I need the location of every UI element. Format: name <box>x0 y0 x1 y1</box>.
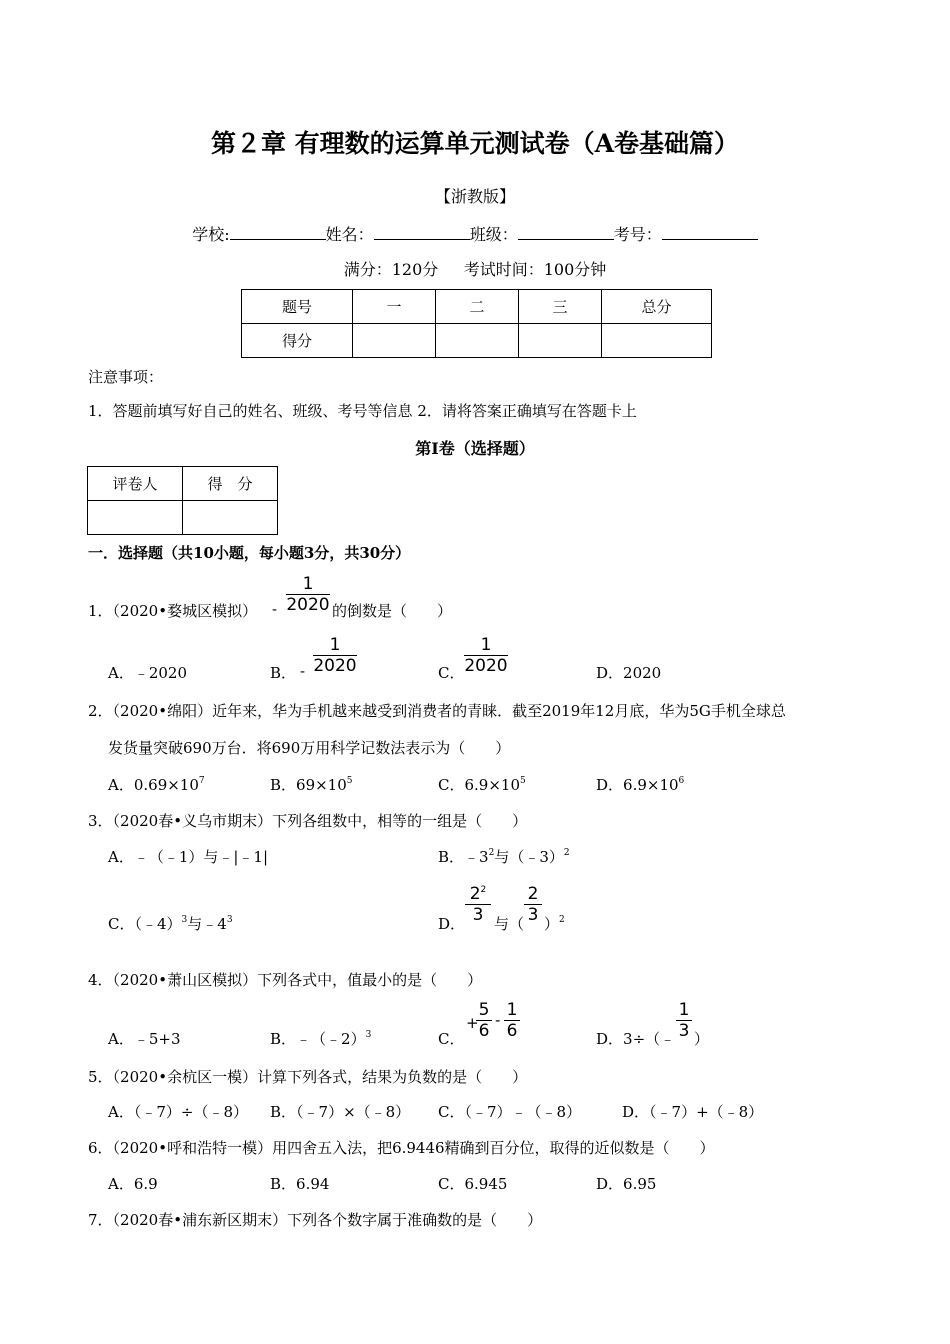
exam-no-label: 考号： <box>613 225 662 244</box>
school-blank[interactable] <box>230 225 326 240</box>
score-header-two: 二 <box>436 290 519 324</box>
q1-b-num: 1 <box>329 635 341 655</box>
page-title: 第２章 有理数的运算单元测试卷（A卷基础篇） <box>210 129 740 158</box>
exam-no-blank[interactable] <box>662 225 758 240</box>
q3-d-den2: 3 <box>524 904 542 925</box>
score-cell[interactable] <box>519 324 602 358</box>
q4-d-fraction <box>676 1000 692 1041</box>
score-header-three: 三 <box>519 290 602 324</box>
q1-c-num: 1 <box>480 635 492 655</box>
part-title: 一．选择题（共10小题，每小题3分，共30分） <box>88 544 411 562</box>
school-label: 学校: <box>192 225 230 244</box>
score-table <box>241 289 712 358</box>
q4-c-den1: 6 <box>476 1020 492 1041</box>
notes-text: 1．答题前填写好自己的姓名、班级、考号等信息 2．请将答案正确填写在答题卡上 <box>88 402 637 420</box>
q1-option-a[interactable]: A．﹣2020 <box>108 664 188 682</box>
q6-option-c[interactable]: C．6.945 <box>438 1175 508 1193</box>
q4-option-d[interactable]: D．3÷（﹣ <box>596 1030 676 1048</box>
q1-option-c-fraction <box>464 635 508 676</box>
q3-option-d[interactable]: D． <box>438 915 466 933</box>
grader-cell[interactable] <box>88 501 183 535</box>
q1-frac-num: 1 <box>302 574 314 594</box>
q3-d-fraction-2 <box>524 884 542 925</box>
grader-header: 评卷人 <box>88 467 183 501</box>
q1-option-b-neg: - <box>300 662 306 680</box>
q3-d-fraction-1 <box>465 880 491 925</box>
q3-option-a[interactable]: A．﹣（﹣1）与﹣|﹣1| <box>108 848 269 866</box>
q7-stem: 7．（2020春•浦东新区期末）下列各个数字属于准确数的是（ ） <box>88 1211 543 1229</box>
q4-d-den: 3 <box>676 1020 692 1041</box>
q1-frac-den: 2020 <box>286 595 330 615</box>
q2-stem-line2: 发货量突破690万台．将690万用科学记数法表示为（ ） <box>108 739 511 757</box>
q4-option-b[interactable]: B．﹣（﹣2）$^3$ <box>270 1030 372 1048</box>
q1-stem: 1．（2020•婺城区模拟） <box>88 602 258 620</box>
q2-option-a[interactable]: A．$0.69\times 10^7$ <box>108 776 205 794</box>
q6-option-a[interactable]: A．6.9 <box>108 1175 158 1193</box>
q6-option-d[interactable]: D．6.95 <box>596 1175 657 1193</box>
q1-option-d[interactable]: D．2020 <box>596 664 662 682</box>
score-header: 得 分 <box>183 467 278 501</box>
q5-option-a[interactable]: A．（﹣7）÷（﹣8） <box>108 1103 248 1121</box>
q5-option-d[interactable]: D．（﹣7）+（﹣8） <box>622 1103 764 1121</box>
exam-time: 考试时间：100分钟 <box>463 260 607 279</box>
q4-c-fraction-2 <box>504 1000 520 1041</box>
q6-stem: 6．（2020•呼和浩特一模）用四舍五入法，把6.9446精确到百分位，取得的近似数是（ ） <box>88 1139 715 1157</box>
q4-c-fraction-1 <box>476 1000 492 1041</box>
q3-option-c[interactable]: C．（﹣4）$^3$与$﹣4^3$ <box>108 915 233 933</box>
q1-c-den: 2020 <box>464 656 508 676</box>
score-row-label: 得分 <box>242 324 353 358</box>
q2-option-b[interactable]: B．$69\times 10^5$ <box>270 776 353 794</box>
score-cell[interactable] <box>353 324 436 358</box>
q5-option-b[interactable]: B．（﹣7）×（﹣8） <box>270 1103 411 1121</box>
q4-option-a[interactable]: A．﹣5+3 <box>108 1030 181 1048</box>
q1-b-den: 2020 <box>313 656 357 676</box>
q4-option-c[interactable]: C． <box>438 1030 465 1048</box>
q2-option-c[interactable]: C．$6.9\times 10^5$ <box>438 776 526 794</box>
q4-c-num2: 1 <box>506 1000 518 1020</box>
q3-option-b[interactable]: B．$﹣3^2$与（﹣3）$^2$ <box>438 848 570 866</box>
exam-meta <box>0 257 950 280</box>
q3-d-den: 3 <box>465 904 491 925</box>
q2-stem: 2．（2020•绵阳）近年来，华为手机越来越受到消费者的青睐．截至2019年12月底，华为5G手机全球总 <box>88 702 786 720</box>
q5-stem: 5．（2020•余杭区一模）计算下列各式，结果为负数的是（ ） <box>88 1068 528 1086</box>
q4-d-end: ） <box>694 1030 710 1048</box>
q4-stem: 4．（2020•萧山区模拟）下列各式中，值最小的是（ ） <box>88 971 483 989</box>
name-blank[interactable] <box>374 225 470 240</box>
q4-c-den2: 6 <box>504 1020 520 1041</box>
q3-stem: 3．（2020春•义乌市期末）下列各组数中，相等的一组是（ ） <box>88 812 528 830</box>
class-blank[interactable] <box>518 225 614 240</box>
q3-d-num2: 2 <box>527 884 539 904</box>
q2-option-d[interactable]: D．$6.9\times 10^6$ <box>596 776 685 794</box>
q4-c-num1: 5 <box>478 1000 490 1020</box>
grader-table <box>87 466 278 535</box>
score-header-total: 总分 <box>602 290 712 324</box>
name-label: 姓名： <box>325 225 374 244</box>
notes-heading: 注意事项： <box>88 368 164 386</box>
grader-score-cell[interactable] <box>183 501 278 535</box>
q3-d-num: 2 <box>469 884 481 904</box>
q4-c-plus: + <box>466 1014 479 1032</box>
q1-option-b-fraction <box>313 635 357 676</box>
info-fields <box>0 222 950 245</box>
q6-option-b[interactable]: B．6.94 <box>270 1175 330 1193</box>
edition-label: 【浙教版】 <box>434 187 515 206</box>
section-title: 第Ⅰ卷（选择题） <box>415 439 535 458</box>
class-label: 班级： <box>469 225 518 244</box>
q1-fraction <box>286 574 330 615</box>
score-cell[interactable] <box>602 324 712 358</box>
score-header-one: 一 <box>353 290 436 324</box>
score-cell[interactable] <box>436 324 519 358</box>
q5-option-c[interactable]: C．（﹣7）﹣（﹣8） <box>438 1103 582 1121</box>
q1-option-b[interactable]: B． <box>270 664 297 682</box>
q3-d-num-exp: 2 <box>480 885 487 895</box>
q3-d-end: ）$^2$ <box>544 915 565 933</box>
score-header-number: 题号 <box>242 290 353 324</box>
q1-neg-sign: - <box>272 600 278 618</box>
q1-option-c[interactable]: C． <box>438 664 465 682</box>
q3-d-mid: 与（ <box>494 915 525 933</box>
full-score: 满分：120分 <box>343 260 439 279</box>
q4-d-num: 1 <box>678 1000 690 1020</box>
q1-stem-after: 的倒数是（ ） <box>332 602 453 620</box>
q4-c-minus: - <box>495 1011 501 1029</box>
